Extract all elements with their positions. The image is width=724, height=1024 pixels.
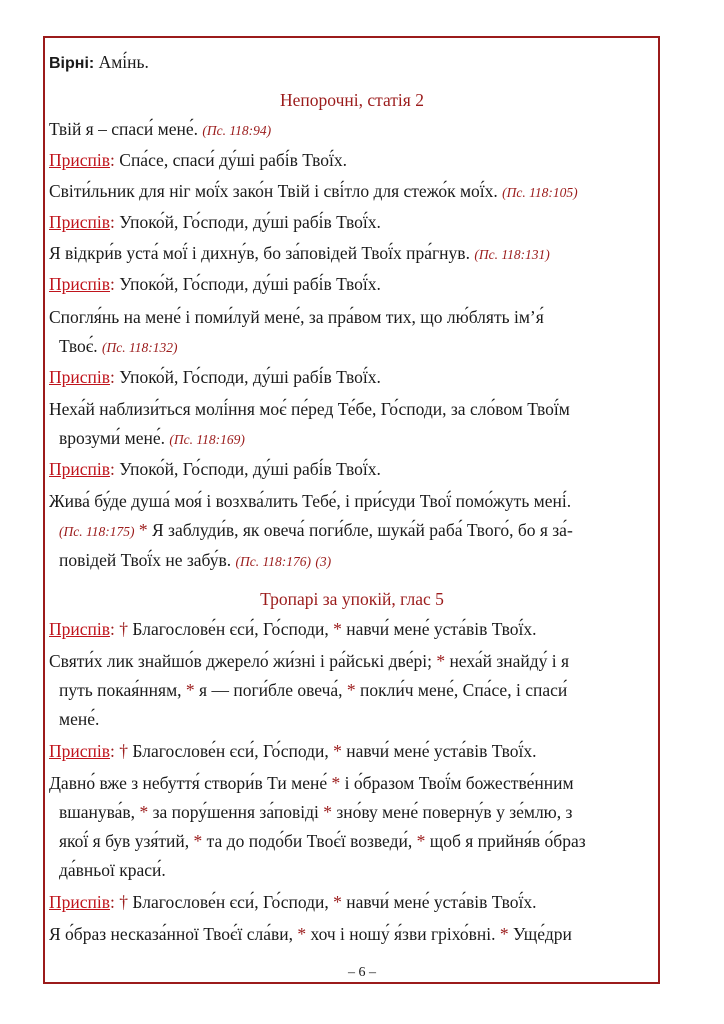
- refrain-text: Упоко́й, Го́споди, ду́ші рабі́в Твої́х.: [119, 212, 381, 232]
- verse-continuation: [59, 428, 245, 450]
- verse: [49, 243, 550, 265]
- psalm-reference: (Пс. 118:132): [101, 340, 178, 355]
- colon: :: [110, 212, 115, 232]
- star-mark: *: [193, 831, 203, 851]
- verse-text: повідей Твої́х не забу́в.: [59, 550, 232, 570]
- verse: [49, 181, 578, 203]
- troparion-text: Уще́дри: [512, 924, 572, 944]
- refrain-line: [49, 459, 381, 479]
- refrain-text: Благослове́н єси́, Го́споди,: [132, 892, 329, 912]
- refrain-label: Приспів: [49, 274, 111, 294]
- psalm-reference: (Пс. 118:176): [235, 554, 312, 569]
- troparion-text: якої́ я був узя́тий,: [59, 831, 190, 851]
- refrain-label: Приспів: [49, 459, 111, 479]
- colon: :: [110, 892, 115, 912]
- refrain-text: Упоко́й, Го́споди, ду́ші рабі́в Твої́х.: [119, 459, 381, 479]
- troparion-line: [49, 773, 574, 793]
- troparion-text: я — поги́бле овеча́,: [199, 680, 343, 700]
- star-mark: *: [333, 892, 342, 912]
- colon: :: [110, 150, 115, 170]
- refrain-label: Приспів: [49, 150, 111, 170]
- troparion-line: [49, 924, 572, 944]
- star-mark: *: [333, 741, 342, 761]
- troparion-text: Я о́браз несказа́нної Твоє́ї сла́ви,: [49, 924, 293, 944]
- page-number: – 6 –: [348, 965, 376, 980]
- refrain-label: Приспів: [49, 741, 111, 761]
- verse-text: Спогля́нь на мене́ і поми́луй мене́, за пра́вом тих, що лю́блять ім’я́: [49, 307, 544, 327]
- psalm-reference: (Пс. 118:175): [59, 524, 135, 539]
- verse-text: Твій я – спаси́ мене́.: [49, 119, 198, 139]
- refrain-label: Приспів: [49, 367, 111, 387]
- amen-text: Амі́нь.: [98, 52, 149, 72]
- refrain-line: [49, 274, 381, 294]
- star-mark: *: [499, 924, 509, 944]
- troparion-text: Давно́ вже з небуття́ створи́в Ти мене́: [49, 773, 328, 793]
- refrain-line: [49, 892, 536, 912]
- refrain-text: Благослове́н єси́, Го́споди,: [132, 741, 329, 761]
- verse-continuation: [59, 520, 573, 542]
- psalm-reference: (Пс. 118:169): [169, 432, 245, 447]
- faithful-line: [49, 52, 149, 74]
- psalm-reference: (Пс. 118:94): [202, 123, 272, 138]
- troparion-text: неха́й знайду́ і я: [449, 651, 570, 671]
- troparion-text: та до подо́би Твоє́ї возведи́,: [206, 831, 413, 851]
- colon: :: [110, 619, 115, 639]
- star-mark: *: [331, 773, 341, 793]
- colon: :: [110, 367, 115, 387]
- refrain-line: [49, 150, 347, 170]
- section-heading: Тропарі за упокій, глас 5: [260, 589, 444, 609]
- verse-text: Світи́льник для ніг мої́х зако́н Твій і сві́тло для стежо́к мої́х.: [49, 181, 498, 201]
- verse-text: Жива́ бу́де душа́ моя́ і возхва́лить Тебе́, і при́суди Твої́ помо́жуть мені́.: [49, 491, 572, 511]
- troparion-line: [59, 680, 567, 700]
- star-mark: *: [436, 651, 446, 671]
- star-mark: *: [185, 680, 195, 700]
- troparion-line: [59, 831, 586, 851]
- cross-mark: †: [119, 619, 129, 639]
- star-mark: *: [346, 680, 356, 700]
- troparion-line: [59, 802, 572, 822]
- troparion-text: і о́бразом Твої́м божестве́нним: [344, 773, 574, 793]
- troparion-line: да́вньої краси́.: [59, 860, 166, 880]
- refrain-text: навчи́ мене́ уста́вів Твої́х.: [346, 741, 537, 761]
- verse-text: Твоє́.: [59, 336, 98, 356]
- star-mark: *: [416, 831, 426, 851]
- troparion-text: за пору́шення за́повіді: [152, 802, 319, 822]
- verse-text: Неха́й наблизи́ться молі́ння моє́ пе́ред Те́бе, Го́споди, за сло́вом Твої́м: [49, 399, 570, 419]
- troparion-text: покли́ч мене́, Спа́се, і спаси́: [360, 680, 568, 700]
- refrain-text: Спа́се, спаси́ ду́ші рабі́в Твої́х.: [119, 150, 347, 170]
- star-mark: *: [333, 619, 342, 639]
- speaker-label: Вірні:: [49, 55, 95, 72]
- troparion-text: зно́ву мене́ поверну́в у зе́млю, з: [336, 802, 573, 822]
- refrain-text: навчи́ мене́ уста́вів Твої́х.: [346, 619, 537, 639]
- troparion-line: мене́.: [59, 709, 100, 729]
- star-mark: *: [323, 802, 332, 822]
- refrain-label: Приспів: [49, 619, 111, 639]
- star-mark: *: [138, 520, 148, 540]
- refrain-label: Приспів: [49, 212, 111, 232]
- refrain-text: Упоко́й, Го́споди, ду́ші рабі́в Твої́х.: [119, 367, 381, 387]
- colon: :: [110, 459, 115, 479]
- refrain-text: Упоко́й, Го́споди, ду́ші рабі́в Твої́х.: [119, 274, 381, 294]
- troparion-text: вшанува́в,: [59, 802, 136, 822]
- verse: [49, 119, 271, 141]
- troparion-text: путь покая́нням,: [59, 680, 182, 700]
- star-mark: *: [139, 802, 149, 822]
- refrain-line: [49, 619, 536, 639]
- troparion-line: [49, 651, 569, 671]
- refrain-text: навчи́ мене́ уста́вів Твої́х.: [346, 892, 537, 912]
- refrain-label: Приспів: [49, 892, 111, 912]
- verse-continuation: [59, 336, 177, 358]
- star-mark: *: [297, 924, 307, 944]
- refrain-text: Благослове́н єси́, Го́споди,: [132, 619, 329, 639]
- cross-mark: †: [119, 892, 129, 912]
- colon: :: [110, 741, 115, 761]
- verse-text: Я відкри́в уста́ мої́ і дихну́в, бо за́повідей Твої́х пра́гнув.: [49, 243, 470, 263]
- troparion-text: Святи́х лик знайшо́в джерело́ жи́зні і ра́йські две́рі;: [49, 651, 432, 671]
- repeat-count: (3): [315, 554, 332, 569]
- psalm-reference: (Пс. 118:131): [474, 247, 550, 262]
- troparion-text: хоч і ношу́ я́зви гріхо́вні.: [310, 924, 496, 944]
- section-heading: Непорочні, статія 2: [280, 90, 424, 110]
- colon: :: [110, 274, 115, 294]
- refrain-line: [49, 212, 381, 232]
- verse-text: Я заблуди́в, як овеча́ поги́бле, шука́й раба́ Твого́, бо я за́-: [151, 520, 573, 540]
- psalm-reference: (Пс. 118:105): [502, 185, 578, 200]
- verse-text: врозуми́ мене́.: [59, 428, 165, 448]
- troparion-text: щоб я прийня́в о́браз: [429, 831, 586, 851]
- refrain-line: [49, 741, 536, 761]
- refrain-line: [49, 367, 381, 387]
- verse-continuation: [59, 550, 331, 572]
- cross-mark: †: [119, 741, 129, 761]
